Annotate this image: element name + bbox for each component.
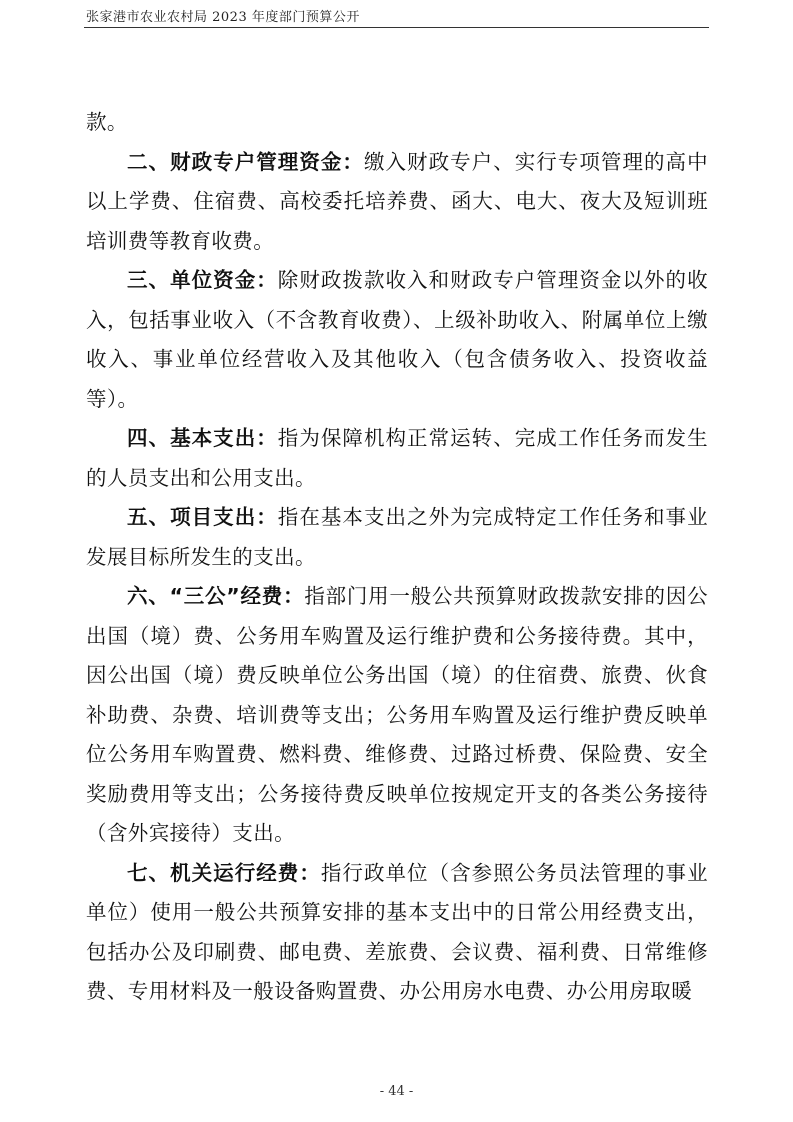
paragraph-operating-costs — [86, 854, 708, 1012]
definition-three-public-funds: 指部门用一般公共预算财政拨款安排的因公出国（境）费、公务用车购置及运行维护费和公务接待费。其中，因公出国（境）费反映单位公务出国（境）的住宿费、旅费、伙食补助费、杂费、培训费等支出；公务用车购置及运行维护费反映单位公务用车购置费、燃料费、维修费、过路过桥费、保险费、安全奖励费用等支出；公务接待费反映单位按规定开支的各类公务接待（含外宾接待）支出。 — [86, 584, 708, 845]
paragraph-three-public-funds — [86, 577, 708, 854]
running-header: 张家港市农业农村局 2023 年度部门预算公开 — [86, 10, 360, 25]
term-operating-costs: 七、机关运行经费： — [127, 860, 321, 885]
definition-unit-funds: 除财政拨款收入和财政专户管理资金以外的收入，包括事业收入（不含教育收费）、上级补助收入、附属单位上缴收入、事业单位经营收入及其他收入（包含债务收入、投资收益等）。 — [86, 268, 708, 411]
paragraph-fiscal-special-account — [86, 143, 708, 262]
term-project-expenditure: 五、项目支出： — [127, 505, 278, 529]
definition-fiscal-special-account: 缴入财政专户、实行专项管理的高中以上学费、住宿费、高校委托培养费、函大、电大、夜大及短训班培训费等教育收费。 — [86, 149, 708, 253]
term-unit-funds: 三、单位资金： — [127, 268, 278, 292]
definition-operating-costs: 指行政单位（含参照公务员法管理的事业单位）使用一般公共预算安排的基本支出中的日常公用经费支出，包括办公及印刷费、邮电费、差旅费、会议费、福利费、日常维修费、专用材料及一般设备购置费、办公用房水电费、办公用房取暖 — [86, 860, 709, 1003]
header-rule — [84, 27, 709, 28]
document-body — [86, 103, 708, 1012]
paragraph-basic-expenditure — [86, 419, 708, 498]
continuation-paragraph: 款。 — [86, 110, 128, 134]
term-three-public-funds: 六、“三公”经费： — [127, 584, 305, 608]
definition-basic-expenditure: 指为保障机构正常运转、完成工作任务而发生的人员支出和公用支出。 — [86, 426, 708, 490]
paragraph-unit-funds — [86, 261, 708, 419]
term-basic-expenditure: 四、基本支出： — [127, 426, 278, 450]
definition-project-expenditure: 指在基本支出之外为完成特定工作任务和事业发展目标所发生的支出。 — [86, 505, 708, 569]
paragraph-project-expenditure — [86, 498, 708, 577]
term-fiscal-special-account: 二、财政专户管理资金： — [127, 149, 364, 174]
page-number: - 44 - — [379, 1084, 414, 1099]
